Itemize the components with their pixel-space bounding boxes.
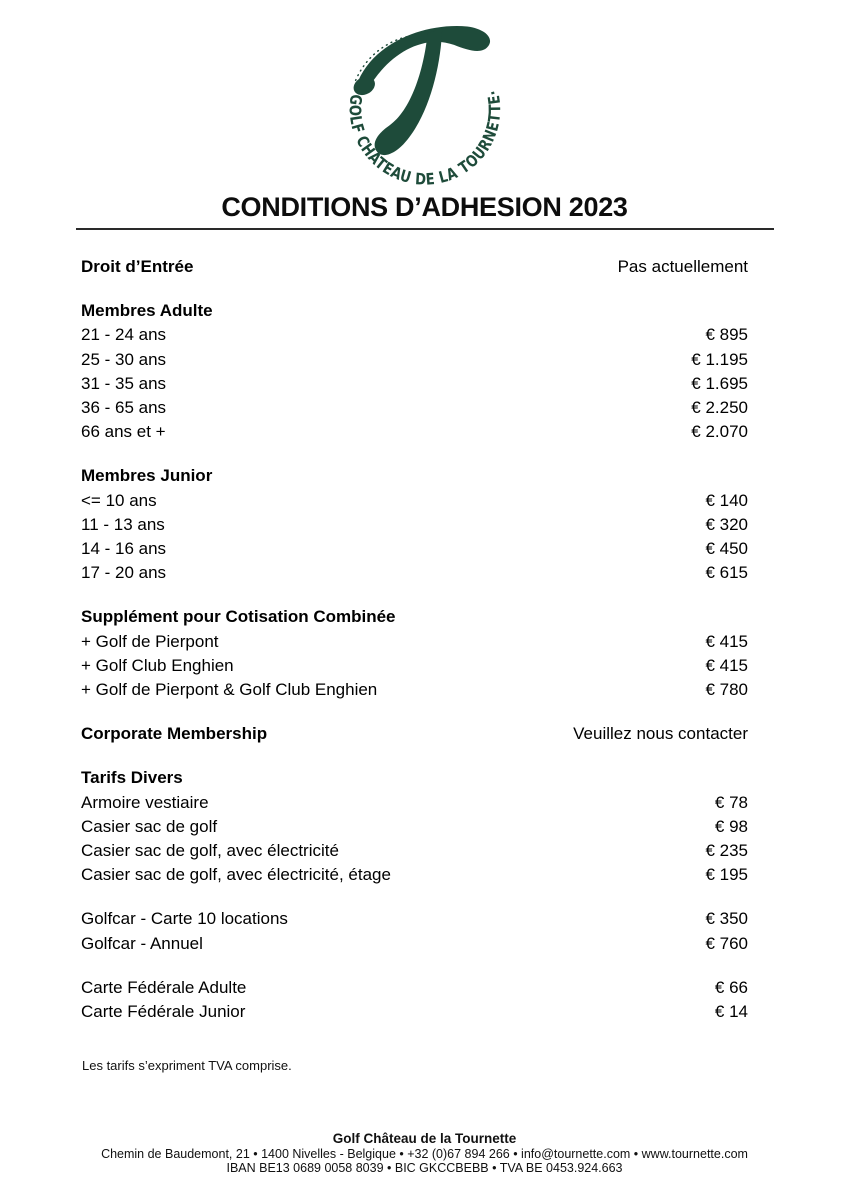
- section-heading-row: [81, 766, 778, 790]
- price-value: € 140: [705, 490, 748, 510]
- section-heading: Tarifs Divers: [81, 768, 183, 788]
- price-row: [81, 537, 778, 561]
- price-label: Golfcar - Annuel: [81, 933, 203, 953]
- footer-bank-line: IBAN BE13 0689 0058 8039 • BIC GKCCBEBB • TVA BE 0453.924.663: [226, 1161, 623, 1176]
- price-value: € 895: [705, 325, 748, 345]
- price-label: Carte Fédérale Junior: [81, 1002, 246, 1022]
- price-row: [81, 513, 778, 537]
- section-heading-row: [81, 255, 778, 279]
- price-value: € 235: [705, 841, 748, 861]
- section-heading-row: [81, 722, 778, 746]
- section-heading: Membres Junior: [81, 466, 213, 486]
- price-value: € 1.695: [691, 373, 748, 393]
- price-label: Casier sac de golf, avec électricité: [81, 841, 339, 861]
- price-row: [81, 1000, 778, 1024]
- price-section: [81, 464, 778, 585]
- price-value: € 98: [714, 816, 748, 836]
- section-heading: Membres Adulte: [81, 301, 213, 321]
- price-value: € 415: [705, 631, 748, 651]
- price-value: € 320: [705, 514, 748, 534]
- price-label: 17 - 20 ans: [81, 563, 167, 583]
- price-row: [81, 561, 778, 585]
- price-value: € 780: [705, 680, 748, 700]
- price-label: 11 - 13 ans: [81, 514, 165, 534]
- price-value: € 14: [714, 1002, 748, 1022]
- price-value: € 615: [705, 563, 748, 583]
- footer-address-line: Chemin de Baudemont, 21 • 1400 Nivelles - Belgique • +32 (0)67 894 266 • info@tournette.com • www.tournette.com: [101, 1146, 748, 1161]
- sections: [81, 255, 778, 1024]
- price-section: [81, 299, 778, 444]
- price-section: [81, 255, 778, 279]
- vat-note: Les tarifs s’expriment TVA comprise.: [82, 1058, 292, 1073]
- logo-ring-text: GOLF CHATEAU DE LA TOURNETTE·: [344, 86, 504, 189]
- price-value: € 195: [705, 865, 748, 885]
- price-value: € 760: [705, 933, 748, 953]
- price-section-continued: [81, 907, 778, 955]
- price-row: [81, 323, 778, 347]
- price-label: <= 10 ans: [81, 490, 157, 510]
- price-value: € 350: [705, 909, 748, 929]
- price-label: 25 - 30 ans: [81, 349, 167, 369]
- price-label: 21 - 24 ans: [81, 325, 167, 345]
- price-label: Armoire vestiaire: [81, 792, 209, 812]
- price-value: € 78: [714, 792, 748, 812]
- price-row: [81, 420, 778, 444]
- section-heading: Corporate Membership: [81, 724, 268, 744]
- price-row: [81, 976, 778, 1000]
- price-label: Casier sac de golf, avec électricité, étage: [81, 865, 391, 885]
- price-value: € 450: [705, 539, 748, 559]
- club-logo: [293, 4, 557, 202]
- price-row: [81, 932, 778, 956]
- section-heading: Droit d’Entrée: [81, 257, 194, 276]
- price-label: 14 - 16 ans: [81, 539, 167, 559]
- price-label: + Golf de Pierpont & Golf Club Enghien: [81, 680, 378, 700]
- price-row: [81, 907, 778, 931]
- section-heading-value: Veuillez nous contacter: [573, 724, 748, 744]
- section-heading-row: [81, 464, 778, 488]
- price-row: [81, 372, 778, 396]
- price-section: [81, 722, 778, 746]
- section-heading: Supplément pour Cotisation Combinée: [81, 607, 396, 627]
- price-row: [81, 396, 778, 420]
- section-heading-value: Pas actuellement: [617, 257, 748, 276]
- price-section: [81, 766, 778, 887]
- price-label: + Golf de Pierpont: [81, 631, 219, 651]
- price-label: 66 ans et +: [81, 422, 166, 442]
- price-value: € 2.250: [691, 398, 748, 418]
- price-label: 36 - 65 ans: [81, 398, 167, 418]
- price-value: € 66: [714, 977, 748, 997]
- price-label: 31 - 35 ans: [81, 373, 167, 393]
- price-row: [81, 489, 778, 513]
- price-value: € 415: [705, 655, 748, 675]
- price-section-continued: [81, 976, 778, 1024]
- price-row: [81, 630, 778, 654]
- price-label: Golfcar - Carte 10 locations: [81, 909, 288, 929]
- section-heading-row: [81, 605, 778, 629]
- price-value: € 2.070: [691, 422, 748, 442]
- price-row: [81, 348, 778, 372]
- price-row: [81, 815, 778, 839]
- price-row: [81, 863, 778, 887]
- page-title: CONDITIONS D’ADHESION 2023: [221, 192, 628, 222]
- price-label: Carte Fédérale Adulte: [81, 977, 247, 997]
- price-value: € 1.195: [691, 349, 748, 369]
- price-row: [81, 791, 778, 815]
- price-row: [81, 678, 778, 702]
- footer-club-name: Golf Château de la Tournette: [332, 1131, 517, 1147]
- price-label: Casier sac de golf: [81, 816, 218, 836]
- page-footer: [0, 1132, 849, 1176]
- section-heading-row: [81, 299, 778, 323]
- price-row: [81, 654, 778, 678]
- price-label: + Golf Club Enghien: [81, 655, 234, 675]
- title-rule: [76, 228, 774, 230]
- price-row: [81, 839, 778, 863]
- price-section: [81, 605, 778, 702]
